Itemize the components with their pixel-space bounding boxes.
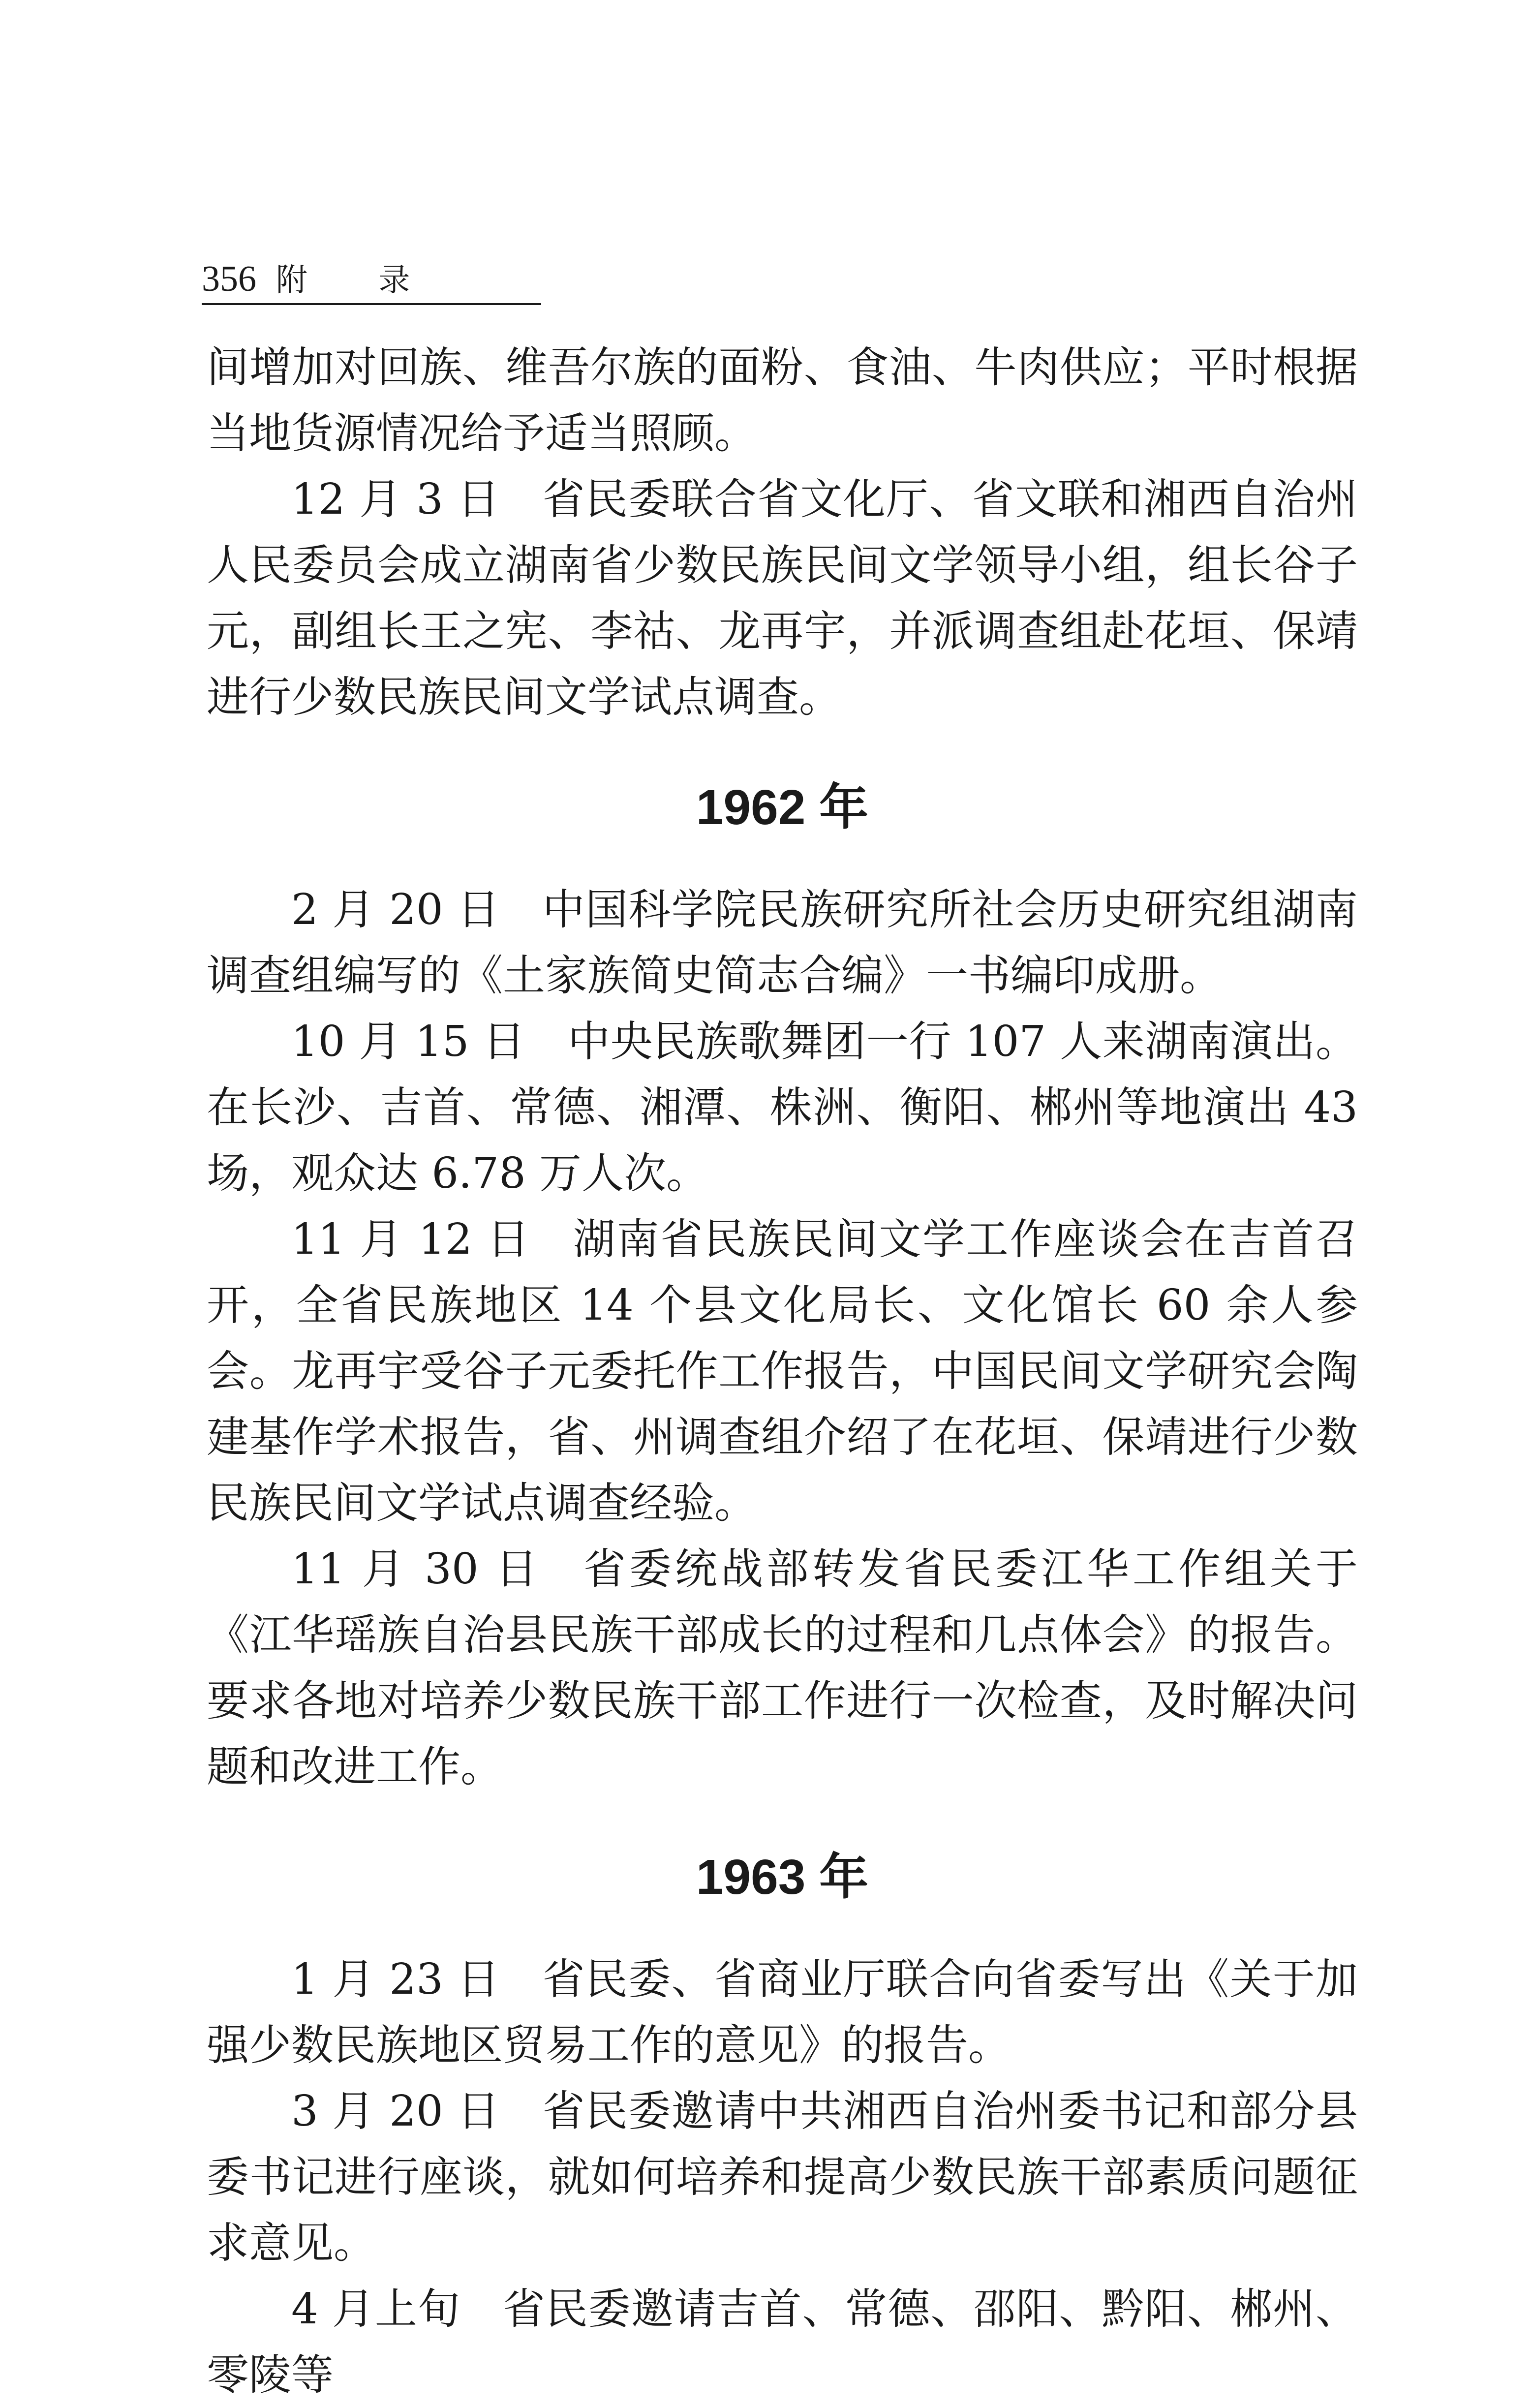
entry-text: 省民委、省商业厅联合向省委写出《关于加强少数民族地区贸易工作的意见》的报告。 xyxy=(207,1955,1358,2070)
entry-date: 10 月 15 日 xyxy=(291,1017,526,1066)
chronology-entry xyxy=(207,1946,1358,2078)
entry-text: 省民委联合省文化厅、省文联和湘西自治州人民委员会成立湖南省少数民族民间文学领导小组，组长谷子元，副组长王之宪、李祜、龙再宇，并派调查组赴花垣、保靖进行少数民族民间文学试点调查。 xyxy=(207,475,1358,722)
continued-paragraph: 间增加对回族、维吾尔族的面粉、食油、牛肉供应；平时根据当地货源情况给予适当照顾。 xyxy=(207,343,1358,458)
entry-text: 中国科学院民族研究所社会历史研究组湖南调查组编写的《土家族简史简志合编》一书编印成册。 xyxy=(207,885,1358,1000)
entry-text: 省民委邀请吉首、常德、邵阳、黔阳、郴州、零陵等 xyxy=(207,2285,1358,2400)
chronology-entry xyxy=(207,1536,1358,1800)
entry-date: 3 月 20 日 xyxy=(291,2087,500,2136)
chronology-entry xyxy=(207,2276,1358,2408)
entry-date: 4 月上旬 xyxy=(291,2285,460,2334)
chronology-entry xyxy=(207,1009,1358,1206)
entry-text: 省民委邀请中共湘西自治州委书记和部分县委书记进行座谈，就如何培养和提高少数民族干部素质问题征求意见。 xyxy=(207,2087,1358,2268)
chronology-entry xyxy=(207,1206,1358,1536)
chronology-entry xyxy=(207,877,1358,1009)
chronology-entry xyxy=(207,466,1358,730)
entry-text: 省委统战部转发省民委江华工作组关于《江华瑶族自治县民族干部成长的过程和几点体会》的报告。要求各地对培养少数民族干部工作进行一次检查，及时解决问题和改进工作。 xyxy=(207,1544,1358,1791)
entry-date: 11 月 12 日 xyxy=(291,1215,531,1264)
entry-date: 1 月 23 日 xyxy=(291,1955,500,2004)
entry-text: 湖南省民族民间文学工作座谈会在吉首召开，全省民族地区 14 个县文化局长、文化馆长 60 余人参会。龙再宇受谷子元委托作工作报告，中国民间文学研究会陶建基作学术报告，省、州调查组介绍了在花垣、保靖进行少数民族民间文学试点调查经验。 xyxy=(207,1215,1358,1528)
chronology-content xyxy=(207,335,1358,2408)
chronology-entry xyxy=(207,2078,1358,2276)
section-title: 附 录 xyxy=(276,262,441,299)
year-heading-1962: 1962 年 xyxy=(696,780,869,835)
entry-date: 12 月 3 日 xyxy=(291,475,500,524)
running-header xyxy=(202,256,541,305)
entry-date: 2 月 20 日 xyxy=(291,885,500,934)
page-number: 356 xyxy=(202,259,256,299)
entry-date: 11 月 30 日 xyxy=(291,1544,541,1594)
entry-text: 中央民族歌舞团一行 107 人来湖南演出。在长沙、吉首、常德、湘潭、株洲、衡阳、郴州等地演出 43 场，观众达 6.78 万人次。 xyxy=(207,1017,1358,1198)
year-heading-1963: 1963 年 xyxy=(696,1850,869,1905)
